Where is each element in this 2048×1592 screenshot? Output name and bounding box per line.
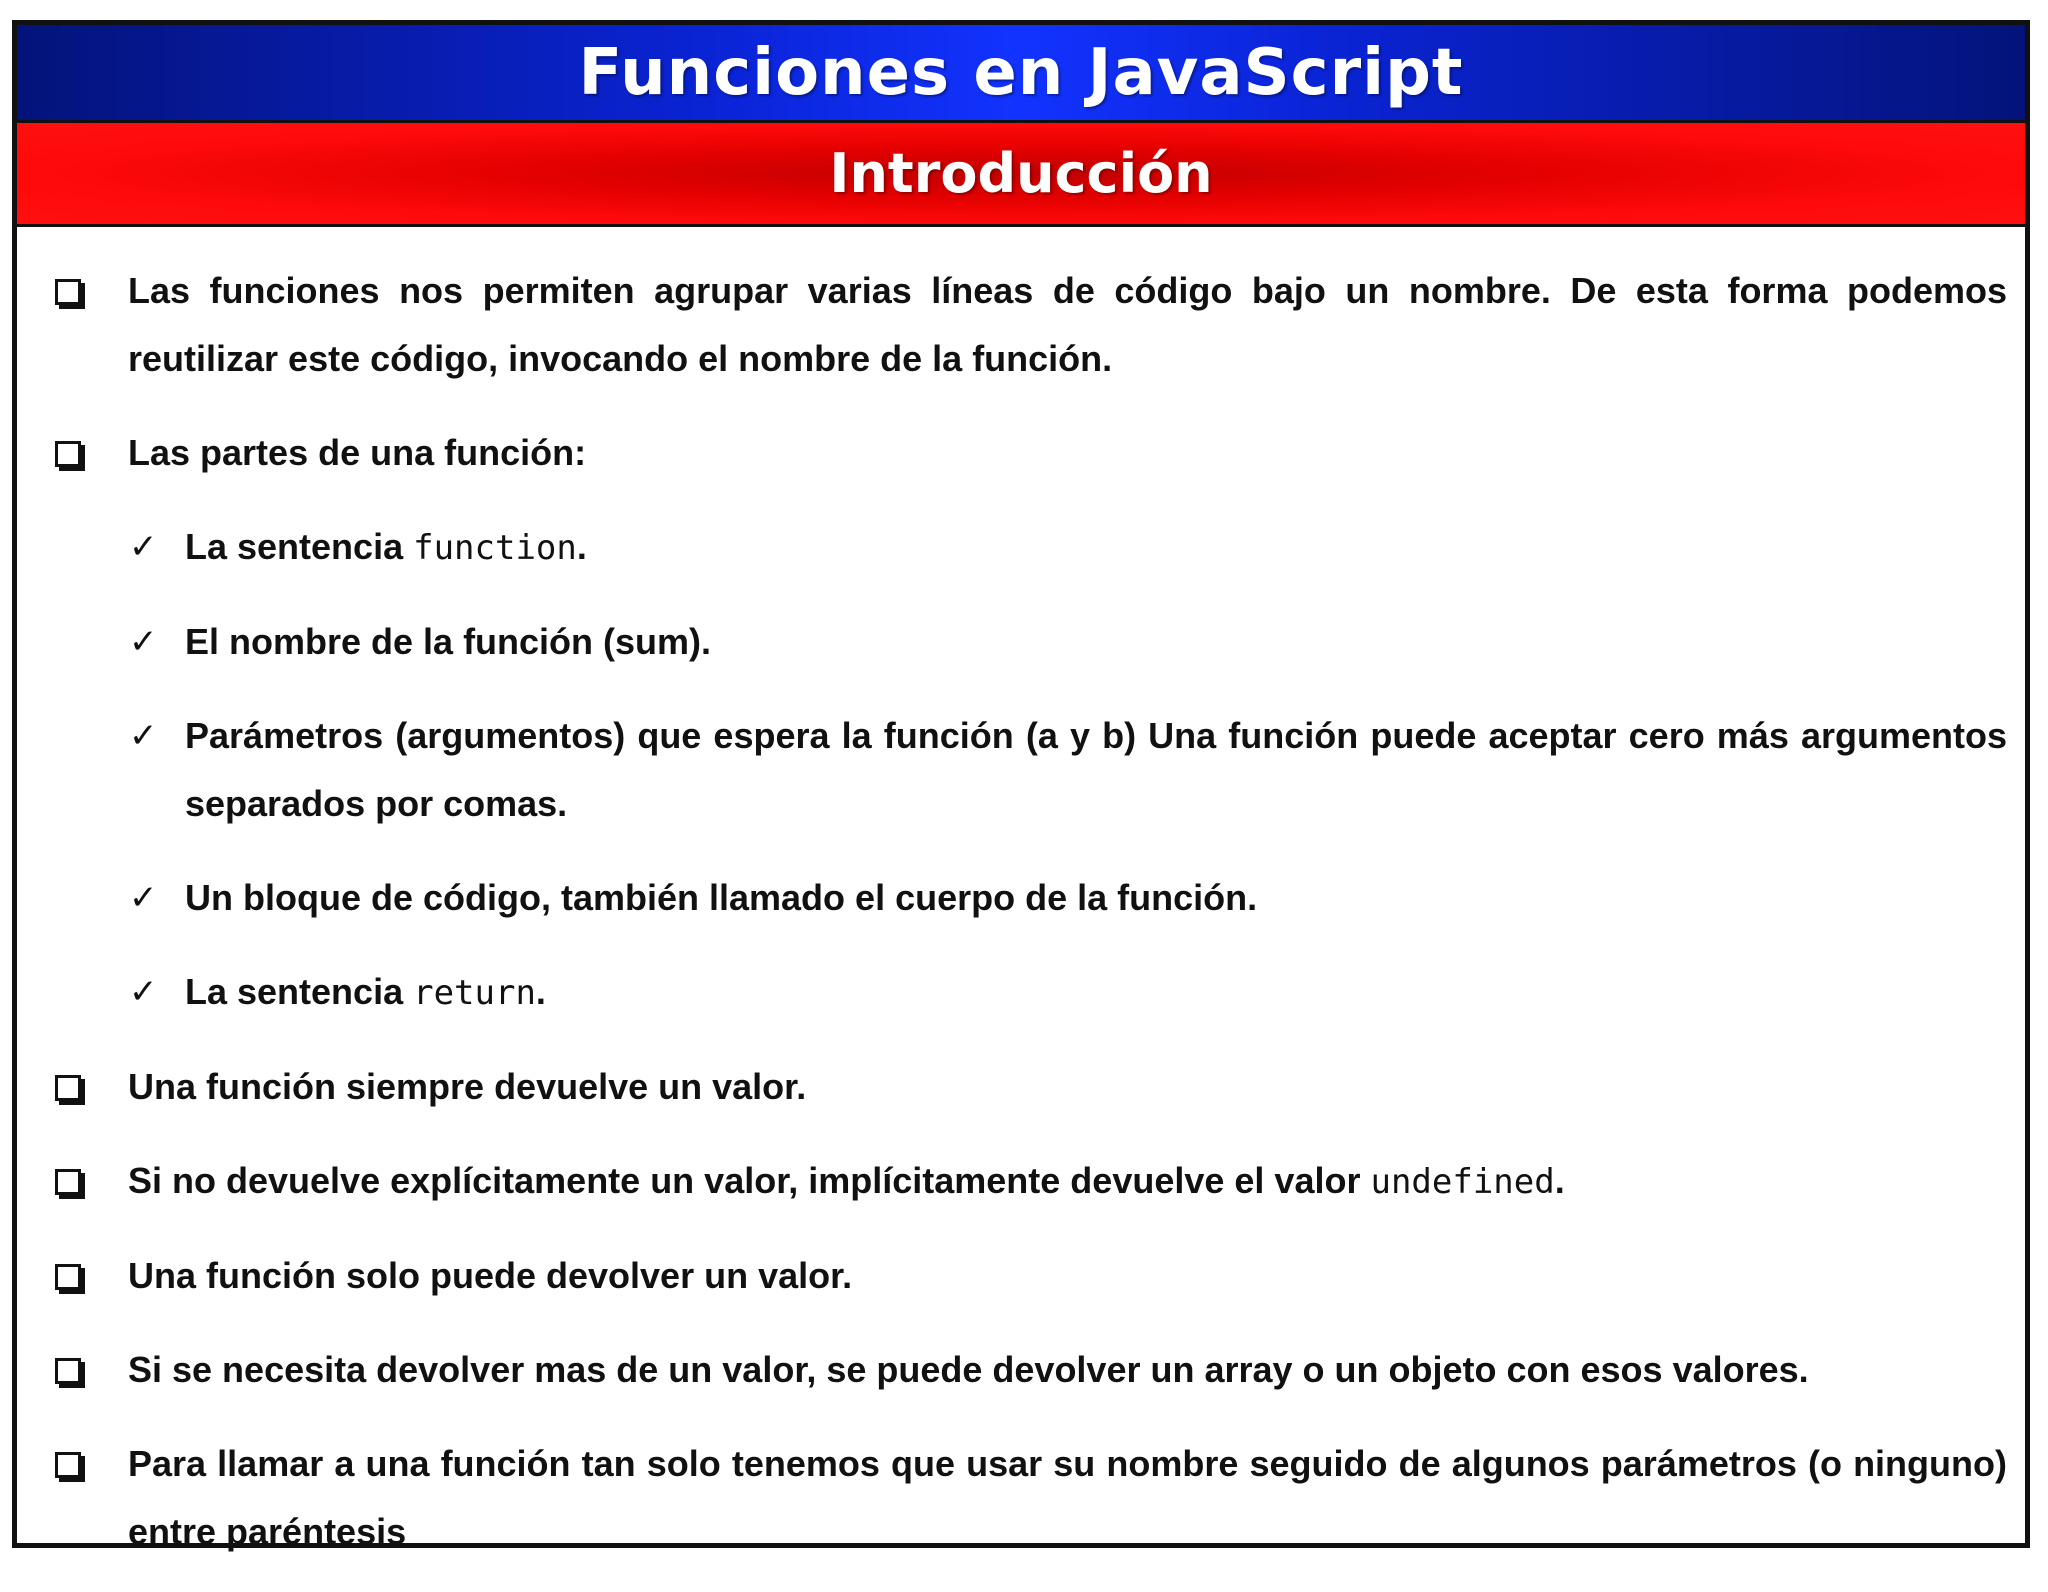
square-bullet-icon (55, 441, 81, 467)
code-keyword: undefined (1370, 1162, 1555, 1202)
sub-list-item (37, 702, 2007, 838)
list-item (37, 1147, 2007, 1216)
list-item (37, 419, 2007, 487)
subtitle-bar (17, 123, 2025, 227)
item-text: Una función solo puede devolver un valor. (128, 1255, 853, 1296)
square-bullet-icon (55, 1358, 81, 1384)
item-text: El nombre de la función (sum). (185, 621, 712, 662)
list-item (37, 1430, 2007, 1566)
code-keyword: return (413, 973, 536, 1013)
list-item (37, 1336, 2007, 1404)
square-bullet-icon (55, 1264, 81, 1290)
item-text: Parámetros (argumentos) que espera la función (a y b) Una función puede aceptar cero más argumentos separados por comas. (185, 715, 2007, 824)
item-text: Una función siempre devuelve un valor. (128, 1066, 807, 1107)
item-text-pre: Si no devuelve explícitamente un valor, implícitamente devuelve el valor (128, 1160, 1371, 1201)
code-keyword: function (413, 528, 577, 568)
list-item (37, 257, 2007, 393)
item-text: Las partes de una función: (128, 432, 587, 473)
sub-list-item (37, 864, 2007, 932)
square-bullet-icon (55, 1169, 81, 1195)
item-text: Las funciones nos permiten agrupar varias líneas de código bajo un nombre. De esta forma podemos reutilizar este código, invocando el nombre de la función. (128, 270, 2007, 379)
bullet-list (17, 231, 2025, 1592)
checkmark-icon: ✓ (129, 717, 158, 755)
item-text: Si se necesita devolver mas de un valor, se puede devolver un array o un objeto con esos valores. (128, 1349, 1809, 1390)
item-text-post: . (576, 526, 587, 567)
slide (12, 20, 2030, 1552)
sub-list-item (37, 513, 2007, 582)
square-bullet-icon (55, 1452, 81, 1478)
sub-list-item (37, 958, 2007, 1027)
list-item (37, 1053, 2007, 1121)
slide-subtitle: Introducción (829, 142, 1213, 205)
checkmark-icon: ✓ (129, 623, 158, 661)
item-text-post: . (1554, 1160, 1565, 1201)
title-bar (17, 25, 2025, 123)
square-bullet-icon (55, 279, 81, 305)
list-item (37, 1242, 2007, 1310)
checkmark-icon: ✓ (129, 528, 158, 566)
checkmark-icon: ✓ (129, 973, 158, 1011)
checkmark-icon: ✓ (129, 879, 158, 917)
square-bullet-icon (55, 1075, 81, 1101)
item-text-pre: La sentencia (185, 526, 414, 567)
item-text-pre: La sentencia (185, 971, 414, 1012)
slide-title: Funciones en JavaScript (578, 35, 1464, 110)
sub-list-item (37, 608, 2007, 676)
item-text: Un bloque de código, también llamado el cuerpo de la función. (185, 877, 1258, 918)
item-text-post: . (535, 971, 546, 1012)
item-text: Para llamar a una función tan solo tenemos que usar su nombre seguido de algunos parámetros (o ninguno) entre paréntesis (128, 1443, 2007, 1552)
